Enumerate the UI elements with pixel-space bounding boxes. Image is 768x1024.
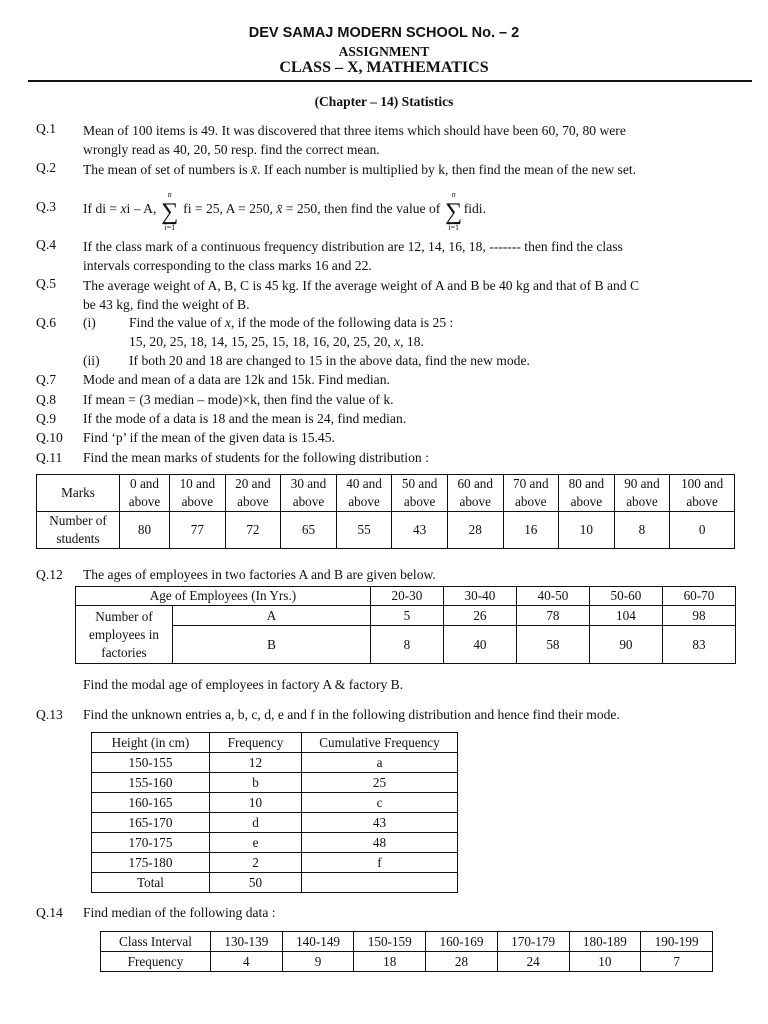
cell-line: above — [292, 494, 325, 509]
cell-line: 100 and — [681, 476, 724, 491]
table-cell: 40 — [443, 626, 516, 664]
table-row-header — [76, 606, 173, 664]
question-3-part: fi = 25, A = 250, — [179, 201, 277, 216]
x-variable: x — [120, 201, 127, 216]
employee-ages-table — [75, 586, 736, 664]
cell-line: above — [128, 494, 161, 509]
table-cell: 50 — [210, 873, 302, 893]
table-row — [76, 606, 736, 626]
question-2-part: The mean of set of numbers is — [83, 162, 251, 177]
question-3-part: i – A, — [126, 201, 160, 216]
table-cell: 5 — [370, 606, 443, 626]
cell-line: above — [237, 494, 269, 509]
table-cell — [225, 475, 281, 512]
summation-lower-limit: i=1 — [448, 223, 460, 232]
question-number: Q.7 — [36, 372, 57, 387]
table-cell: 28 — [426, 952, 498, 972]
table-cell — [336, 475, 392, 512]
question-number: Q.10 — [36, 430, 63, 445]
table-row — [92, 733, 458, 753]
chapter-title: (Chapter – 14) Statistics — [314, 94, 454, 109]
class-subject-heading: CLASS – X, MATHEMATICS — [279, 59, 489, 76]
cell-line: 10 and — [179, 476, 216, 491]
summation-symbol — [444, 190, 464, 232]
table-cell: 165-170 — [92, 813, 210, 833]
x-variable: x — [394, 334, 401, 349]
question-8-text: If mean = (3 median – mode)×k, then find the value of k. — [83, 392, 394, 407]
question-10-text: Find ‘p’ if the mean of the given data is 15.45. — [83, 430, 335, 445]
table-cell: 155-160 — [92, 773, 210, 793]
table-cell: 10 — [210, 793, 302, 813]
table-header: Height (in cm) — [92, 733, 210, 753]
summation-symbol — [160, 190, 180, 232]
table-header: 40-50 — [516, 587, 589, 606]
table-header: Cumulative Frequency — [302, 733, 458, 753]
height-frequency-table — [91, 732, 458, 893]
cell-line: students — [56, 531, 100, 546]
question-13-text: Find the unknown entries a, b, c, d, e and f in the following distribution and hence find their mode. — [83, 707, 620, 722]
question-4-line-2: intervals corresponding to the class marks 16 and 22. — [83, 258, 372, 274]
cell-line: 90 and — [624, 476, 660, 491]
table-header: Frequency — [210, 733, 302, 753]
summation-upper-limit: n — [451, 190, 456, 199]
cell-line: above — [686, 494, 718, 509]
table-cell: 48 — [302, 833, 458, 853]
cell-line: above — [570, 494, 603, 509]
sub-question-label: (ii) — [83, 353, 100, 368]
question-2-text — [83, 160, 733, 179]
table-cell — [170, 475, 226, 512]
table-cell: B — [173, 626, 371, 664]
question-number: Q.11 — [36, 450, 63, 465]
table-cell: A — [173, 606, 371, 626]
cell-line: above — [515, 494, 547, 509]
sigma-glyph: ∑ — [161, 199, 179, 225]
table-cell: e — [210, 833, 302, 853]
table-cell: 0 — [670, 512, 735, 549]
question-2-part: . If each number is multiplied by k, then find the mean of the new set. — [257, 162, 637, 177]
table-cell: 65 — [281, 512, 337, 549]
header-rule — [28, 80, 752, 82]
question-6-part: 15, 20, 25, 18, 14, 15, 25, 15, 18, 16, 20, 25, 20, — [129, 334, 395, 349]
question-4-line-1: If the class mark of a continuous frequency distribution are 12, 14, 16, 18, ------- then find the class — [83, 239, 623, 254]
question-12-follow-up: Find the modal age of employees in factory A & factory B. — [83, 677, 404, 692]
cell-line: employees in — [89, 626, 159, 642]
question-6-part: Find the value of — [129, 315, 225, 330]
x-variable: x — [224, 315, 231, 330]
cell-line: factories — [101, 644, 147, 660]
question-5-text — [83, 276, 733, 315]
question-number: Q.12 — [36, 567, 63, 582]
table-header: 50-60 — [589, 587, 662, 606]
table-cell: 170-175 — [92, 833, 210, 853]
question-number: Q.1 — [36, 121, 57, 136]
table-cell: 104 — [589, 606, 662, 626]
question-5-line-2: be 43 kg, find the weight of B. — [83, 297, 250, 313]
table-header: 30-40 — [443, 587, 516, 606]
cell-line: above — [403, 494, 436, 509]
cell-line: 60 and — [457, 476, 493, 491]
x-bar-symbol: x̄ — [276, 201, 283, 216]
table-cell: 170-179 — [497, 932, 569, 952]
table-cell: f — [302, 853, 458, 873]
question-3-part: If di = — [83, 201, 121, 216]
table-cell: 175-180 — [92, 853, 210, 873]
table-row-header: Frequency — [101, 952, 211, 972]
question-7-text: Mode and mean of a data are 12k and 15k. Find median. — [83, 372, 390, 387]
table-cell — [614, 475, 670, 512]
cell-line: above — [348, 494, 380, 509]
question-3-part: fidi. — [463, 201, 486, 216]
class-interval-table — [100, 931, 713, 972]
school-name: DEV SAMAJ MODERN SCHOOL No. – 2 — [248, 25, 520, 41]
table-cell: 77 — [170, 512, 226, 549]
table-cell: 83 — [662, 626, 735, 664]
table-cell: 4 — [211, 952, 283, 972]
table-row — [101, 952, 713, 972]
table-cell: Total — [92, 873, 210, 893]
table-row — [92, 853, 458, 873]
table-cell: 28 — [447, 512, 503, 549]
table-row-header: Class Interval — [101, 932, 211, 952]
cell-line: 0 and — [130, 476, 159, 491]
question-number: Q.8 — [36, 392, 57, 407]
table-cell: 8 — [614, 512, 670, 549]
table-cell — [120, 475, 170, 512]
cell-line: above — [626, 494, 658, 509]
table-cell — [281, 475, 337, 512]
question-12-text: The ages of employees in two factories A and B are given below. — [83, 567, 436, 582]
sub-question-label: (i) — [83, 315, 96, 330]
table-cell — [670, 475, 735, 512]
table-cell: 25 — [302, 773, 458, 793]
table-cell: 98 — [662, 606, 735, 626]
question-5-line-1: The average weight of A, B, C is 45 kg. If the average weight of A and B be 40 kg and that of B and C — [83, 278, 640, 293]
table-cell: 72 — [225, 512, 281, 549]
question-6-part: , if the mode of the following data is 25 : — [230, 315, 454, 330]
table-cell — [447, 475, 503, 512]
question-number: Q.3 — [36, 199, 57, 214]
table-cell: 160-169 — [426, 932, 498, 952]
question-6-ii-text: If both 20 and 18 are changed to 15 in the above data, find the new mode. — [129, 353, 530, 368]
cell-line: 80 and — [568, 476, 605, 491]
table-row — [76, 587, 736, 606]
question-6-part: , 18. — [400, 334, 424, 349]
question-number: Q.2 — [36, 160, 57, 175]
table-cell: c — [302, 793, 458, 813]
question-number: Q.4 — [36, 237, 57, 252]
table-cell: 180-189 — [569, 932, 641, 952]
table-row-header: Marks — [37, 475, 120, 512]
question-9-text: If the mode of a data is 18 and the mean is 24, find median. — [83, 411, 407, 426]
summation-lower-limit: i=1 — [164, 223, 176, 232]
question-1-text — [83, 121, 733, 160]
table-cell: b — [210, 773, 302, 793]
table-cell: 7 — [641, 952, 713, 972]
table-cell: 140-149 — [282, 932, 354, 952]
question-6-i-text — [129, 315, 453, 331]
table-cell — [302, 873, 458, 893]
table-header: 20-30 — [370, 587, 443, 606]
table-cell: 80 — [120, 512, 170, 549]
table-cell: 160-165 — [92, 793, 210, 813]
table-cell: 43 — [302, 813, 458, 833]
sigma-glyph: ∑ — [445, 199, 463, 225]
summation-upper-limit: n — [167, 190, 172, 199]
table-row-header — [37, 512, 120, 549]
cell-line: above — [181, 494, 214, 509]
table-header: 60-70 — [662, 587, 735, 606]
table-cell: 10 — [569, 952, 641, 972]
question-number: Q.6 — [36, 315, 57, 330]
table-row — [92, 793, 458, 813]
table-row — [92, 773, 458, 793]
table-cell: 10 — [559, 512, 615, 549]
table-cell — [559, 475, 615, 512]
table-row — [92, 873, 458, 893]
question-number: Q.14 — [36, 905, 63, 920]
question-1-line-2: wrongly read as 40, 20, 50 resp. find the correct mean. — [83, 142, 380, 158]
table-cell: 8 — [370, 626, 443, 664]
table-cell: 43 — [392, 512, 448, 549]
table-cell: 150-159 — [354, 932, 426, 952]
cell-line: Number of — [95, 608, 153, 624]
cell-line: above — [459, 494, 491, 509]
table-cell: 90 — [589, 626, 662, 664]
table-row — [37, 475, 735, 512]
table-cell: 24 — [497, 952, 569, 972]
question-3-part: = 250, then find the value of — [282, 201, 444, 216]
question-14-text: Find median of the following data : — [83, 905, 276, 920]
table-cell — [503, 475, 559, 512]
cell-line: 50 and — [401, 476, 438, 491]
table-cell: 18 — [354, 952, 426, 972]
table-cell: 26 — [443, 606, 516, 626]
table-row — [92, 813, 458, 833]
cell-line: Number of — [49, 513, 107, 528]
table-row — [37, 512, 735, 549]
table-cell: 190-199 — [641, 932, 713, 952]
question-4-text — [83, 237, 733, 276]
table-row — [92, 753, 458, 773]
question-number: Q.13 — [36, 707, 63, 722]
table-row — [101, 932, 713, 952]
table-cell: 55 — [336, 512, 392, 549]
cell-line: 30 and — [290, 476, 327, 491]
question-6-data — [129, 334, 424, 350]
table-row — [76, 626, 736, 664]
table-cell: 78 — [516, 606, 589, 626]
table-header: Age of Employees (In Yrs.) — [76, 587, 371, 606]
question-11-text: Find the mean marks of students for the following distribution : — [83, 450, 429, 465]
marks-distribution-table — [36, 474, 735, 549]
table-cell: 2 — [210, 853, 302, 873]
table-cell: 9 — [282, 952, 354, 972]
table-cell: d — [210, 813, 302, 833]
cell-line: 20 and — [235, 476, 271, 491]
question-3-text — [83, 190, 733, 232]
question-number: Q.9 — [36, 411, 57, 426]
table-cell: 58 — [516, 626, 589, 664]
x-bar-symbol: x̄ — [251, 162, 258, 177]
table-cell: 130-139 — [211, 932, 283, 952]
table-cell: 16 — [503, 512, 559, 549]
question-1-line-1: Mean of 100 items is 49. It was discovered that three items which should have been 60, 70, 80 were — [83, 123, 626, 138]
cell-line: 40 and — [346, 476, 382, 491]
table-cell: a — [302, 753, 458, 773]
table-row — [92, 833, 458, 853]
cell-line: 70 and — [513, 476, 549, 491]
table-cell — [392, 475, 448, 512]
assignment-heading: ASSIGNMENT — [338, 44, 430, 59]
table-cell: 12 — [210, 753, 302, 773]
question-number: Q.5 — [36, 276, 57, 291]
table-cell: 150-155 — [92, 753, 210, 773]
